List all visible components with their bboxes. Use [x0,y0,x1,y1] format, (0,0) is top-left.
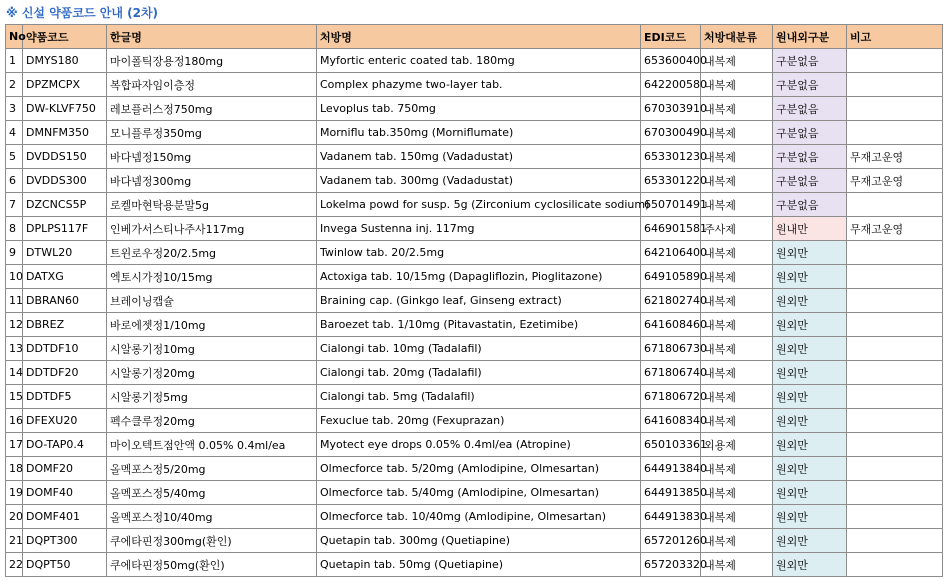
cell-in-out-class: 구분없음 [773,97,847,121]
cell-prescription-name: Cialongi tab. 20mg (Tadalafil) [317,361,641,385]
cell-category: 내복제 [701,193,773,217]
cell-remarks [847,265,943,289]
cell-no: 13 [6,337,23,361]
cell-in-out-class: 원외만 [773,433,847,457]
cell-remarks [847,433,943,457]
cell-korean-name: 쿠에타핀정300mg(환인) [107,529,317,553]
cell-remarks [847,409,943,433]
cell-edi-code: 644913840 [641,457,701,481]
cell-remarks [847,49,943,73]
cell-no: 16 [6,409,23,433]
cell-category: 내복제 [701,529,773,553]
cell-no: 17 [6,433,23,457]
cell-in-out-class: 원외만 [773,289,847,313]
table-row [6,553,943,577]
cell-remarks [847,73,943,97]
cell-drug-code: DDTDF10 [23,337,107,361]
table-row [6,97,943,121]
cell-korean-name: 바다넴정150mg [107,145,317,169]
cell-no: 19 [6,481,23,505]
cell-edi-code: 641608460 [641,313,701,337]
cell-edi-code: 657203320 [641,553,701,577]
cell-drug-code: DTWL20 [23,241,107,265]
cell-drug-code: DDTDF5 [23,385,107,409]
cell-korean-name: 마이폴틱장용정180mg [107,49,317,73]
cell-category: 내복제 [701,505,773,529]
cell-no: 7 [6,193,23,217]
cell-korean-name: 레보플러스정750mg [107,97,317,121]
cell-in-out-class: 원외만 [773,361,847,385]
cell-edi-code: 671806730 [641,337,701,361]
cell-no: 15 [6,385,23,409]
cell-category: 내복제 [701,169,773,193]
header-edi-code: EDI코드 [641,25,701,49]
cell-remarks [847,505,943,529]
cell-category: 내복제 [701,265,773,289]
cell-prescription-name: Baroezet tab. 1/10mg (Pitavastatin, Ezetimibe) [317,313,641,337]
cell-remarks [847,313,943,337]
cell-in-out-class: 원외만 [773,529,847,553]
cell-edi-code: 671806740 [641,361,701,385]
cell-korean-name: 바로에젯정1/10mg [107,313,317,337]
cell-in-out-class: 구분없음 [773,121,847,145]
cell-remarks: 무재고운영 [847,217,943,241]
table-row [6,385,943,409]
cell-drug-code: DZCNCS5P [23,193,107,217]
cell-prescription-name: Quetapin tab. 50mg (Quetiapine) [317,553,641,577]
cell-remarks: 무재고운영 [847,145,943,169]
table-row [6,169,943,193]
cell-korean-name: 시알롱기정5mg [107,385,317,409]
cell-category: 내복제 [701,385,773,409]
table-row [6,241,943,265]
cell-prescription-name: Actoxiga tab. 10/15mg (Dapagliflozin, Pioglitazone) [317,265,641,289]
cell-edi-code: 646901581 [641,217,701,241]
cell-edi-code: 641608340 [641,409,701,433]
cell-korean-name: 로켈마현탁용분말5g [107,193,317,217]
cell-in-out-class: 원외만 [773,265,847,289]
cell-prescription-name: Cialongi tab. 5mg (Tadalafil) [317,385,641,409]
cell-no: 2 [6,73,23,97]
cell-no: 12 [6,313,23,337]
cell-no: 20 [6,505,23,529]
cell-edi-code: 649105890 [641,265,701,289]
table-row [6,505,943,529]
cell-no: 9 [6,241,23,265]
cell-drug-code: DOMF401 [23,505,107,529]
cell-category: 내복제 [701,289,773,313]
cell-no: 5 [6,145,23,169]
table-row [6,265,943,289]
cell-in-out-class: 원외만 [773,337,847,361]
cell-remarks [847,361,943,385]
table-body [6,49,943,577]
cell-drug-code: DVDDS300 [23,169,107,193]
cell-category: 내복제 [701,97,773,121]
cell-in-out-class: 원외만 [773,505,847,529]
cell-korean-name: 올멕포스정5/20mg [107,457,317,481]
page-title: ※ 신설 약품코드 안내 (2차) [6,6,159,20]
cell-remarks [847,193,943,217]
cell-no: 4 [6,121,23,145]
cell-in-out-class: 원외만 [773,241,847,265]
cell-no: 10 [6,265,23,289]
table-row [6,529,943,553]
cell-remarks: 무재고운영 [847,169,943,193]
cell-edi-code: 644913830 [641,505,701,529]
cell-prescription-name: Twinlow tab. 20/2.5mg [317,241,641,265]
header-prescription-name: 처방명 [317,25,641,49]
cell-category: 내복제 [701,409,773,433]
cell-in-out-class: 원외만 [773,385,847,409]
table-row [6,313,943,337]
table-row [6,73,943,97]
cell-category: 내복제 [701,313,773,337]
cell-korean-name: 마이오텍트점안액 0.05% 0.4ml/ea [107,433,317,457]
cell-in-out-class: 원외만 [773,313,847,337]
cell-in-out-class: 원외만 [773,409,847,433]
cell-edi-code: 621802740 [641,289,701,313]
cell-drug-code: DPZMCPX [23,73,107,97]
table-row [6,433,943,457]
cell-prescription-name: Myotect eye drops 0.05% 0.4ml/ea (Atropine) [317,433,641,457]
cell-category: 내복제 [701,241,773,265]
cell-edi-code: 657201260 [641,529,701,553]
cell-korean-name: 시알롱기정10mg [107,337,317,361]
header-category: 처방대분류 [701,25,773,49]
header-remarks: 비고 [847,25,943,49]
cell-drug-code: DATXG [23,265,107,289]
cell-drug-code: DVDDS150 [23,145,107,169]
table-row [6,361,943,385]
cell-edi-code: 670303910 [641,97,701,121]
cell-category: 외용제 [701,433,773,457]
cell-korean-name: 펙수클루정20mg [107,409,317,433]
cell-category: 내복제 [701,121,773,145]
cell-korean-name: 쿠에타핀정50mg(환인) [107,553,317,577]
cell-remarks [847,529,943,553]
cell-no: 21 [6,529,23,553]
cell-in-out-class: 원외만 [773,457,847,481]
cell-category: 주사제 [701,217,773,241]
cell-edi-code: 642200580 [641,73,701,97]
cell-korean-name: 트윈로우정20/2.5mg [107,241,317,265]
table-row [6,49,943,73]
table-row [6,409,943,433]
cell-prescription-name: Olmecforce tab. 5/20mg (Amlodipine, Olmesartan) [317,457,641,481]
cell-in-out-class: 구분없음 [773,49,847,73]
cell-drug-code: DO-TAP0.4 [23,433,107,457]
cell-prescription-name: Complex phazyme two-layer tab. [317,73,641,97]
cell-prescription-name: Fexuclue tab. 20mg (Fexuprazan) [317,409,641,433]
cell-drug-code: DOMF20 [23,457,107,481]
cell-edi-code: 653301230 [641,145,701,169]
cell-korean-name: 브레이닝캡슐 [107,289,317,313]
cell-edi-code: 650103361 [641,433,701,457]
cell-remarks [847,481,943,505]
cell-drug-code: DDTDF20 [23,361,107,385]
cell-korean-name: 올멕포스정5/40mg [107,481,317,505]
cell-korean-name: 바다넴정300mg [107,169,317,193]
cell-drug-code: DOMF40 [23,481,107,505]
cell-remarks [847,457,943,481]
cell-drug-code: DMYS180 [23,49,107,73]
cell-category: 내복제 [701,457,773,481]
cell-prescription-name: Myfortic enteric coated tab. 180mg [317,49,641,73]
cell-korean-name: 엑토시가정10/15mg [107,265,317,289]
cell-edi-code: 670300490 [641,121,701,145]
cell-edi-code: 642106400 [641,241,701,265]
cell-prescription-name: Vadanem tab. 150mg (Vadadustat) [317,145,641,169]
table-row [6,337,943,361]
cell-prescription-name: Cialongi tab. 10mg (Tadalafil) [317,337,641,361]
cell-drug-code: DQPT300 [23,529,107,553]
cell-edi-code: 671806720 [641,385,701,409]
cell-prescription-name: Vadanem tab. 300mg (Vadadustat) [317,169,641,193]
cell-prescription-name: Morniflu tab.350mg (Morniflumate) [317,121,641,145]
cell-prescription-name: Braining cap. (Ginkgo leaf, Ginseng extract) [317,289,641,313]
cell-in-out-class: 원내만 [773,217,847,241]
table-row [6,457,943,481]
header-drug-code: 약품코드 [23,25,107,49]
cell-no: 22 [6,553,23,577]
cell-prescription-name: Olmecforce tab. 10/40mg (Amlodipine, Olmesartan) [317,505,641,529]
table-row [6,145,943,169]
table-row [6,481,943,505]
cell-korean-name: 올멕포스정10/40mg [107,505,317,529]
header-in-out-class: 원내외구분 [773,25,847,49]
cell-drug-code: DBREZ [23,313,107,337]
cell-edi-code: 653600400 [641,49,701,73]
cell-no: 18 [6,457,23,481]
cell-edi-code: 653301220 [641,169,701,193]
cell-no: 1 [6,49,23,73]
cell-no: 11 [6,289,23,313]
table-row [6,217,943,241]
cell-category: 내복제 [701,73,773,97]
drug-code-table [5,24,943,577]
cell-korean-name: 모니플루정350mg [107,121,317,145]
cell-in-out-class: 구분없음 [773,73,847,97]
cell-remarks [847,121,943,145]
cell-remarks [847,289,943,313]
cell-no: 3 [6,97,23,121]
cell-category: 내복제 [701,49,773,73]
cell-in-out-class: 원외만 [773,481,847,505]
cell-korean-name: 시알롱기정20mg [107,361,317,385]
cell-category: 내복제 [701,553,773,577]
cell-prescription-name: Invega Sustenna inj. 117mg [317,217,641,241]
cell-remarks [847,553,943,577]
cell-prescription-name: Levoplus tab. 750mg [317,97,641,121]
cell-category: 내복제 [701,361,773,385]
cell-korean-name: 인베가서스티나주사117mg [107,217,317,241]
cell-drug-code: DMNFM350 [23,121,107,145]
cell-remarks [847,97,943,121]
cell-in-out-class: 구분없음 [773,145,847,169]
cell-remarks [847,385,943,409]
cell-drug-code: DW-KLVF750 [23,97,107,121]
cell-in-out-class: 원외만 [773,553,847,577]
cell-remarks [847,241,943,265]
cell-in-out-class: 구분없음 [773,193,847,217]
table-row [6,289,943,313]
cell-no: 14 [6,361,23,385]
cell-edi-code: 644913850 [641,481,701,505]
cell-in-out-class: 구분없음 [773,169,847,193]
cell-no: 8 [6,217,23,241]
header-korean-name: 한글명 [107,25,317,49]
table-row [6,121,943,145]
cell-drug-code: DBRAN60 [23,289,107,313]
cell-remarks [847,337,943,361]
cell-prescription-name: Olmecforce tab. 5/40mg (Amlodipine, Olmesartan) [317,481,641,505]
cell-edi-code: 650701491 [641,193,701,217]
cell-korean-name: 복합파자임이층정 [107,73,317,97]
header-row [6,25,943,49]
cell-drug-code: DPLPS117F [23,217,107,241]
cell-drug-code: DQPT50 [23,553,107,577]
cell-drug-code: DFEXU20 [23,409,107,433]
cell-category: 내복제 [701,145,773,169]
cell-no: 6 [6,169,23,193]
cell-category: 내복제 [701,481,773,505]
cell-prescription-name: Quetapin tab. 300mg (Quetiapine) [317,529,641,553]
header-no: No [6,25,23,49]
cell-prescription-name: Lokelma powd for susp. 5g (Zirconium cyclosilicate sodium) [317,193,641,217]
table-row [6,193,943,217]
cell-category: 내복제 [701,337,773,361]
